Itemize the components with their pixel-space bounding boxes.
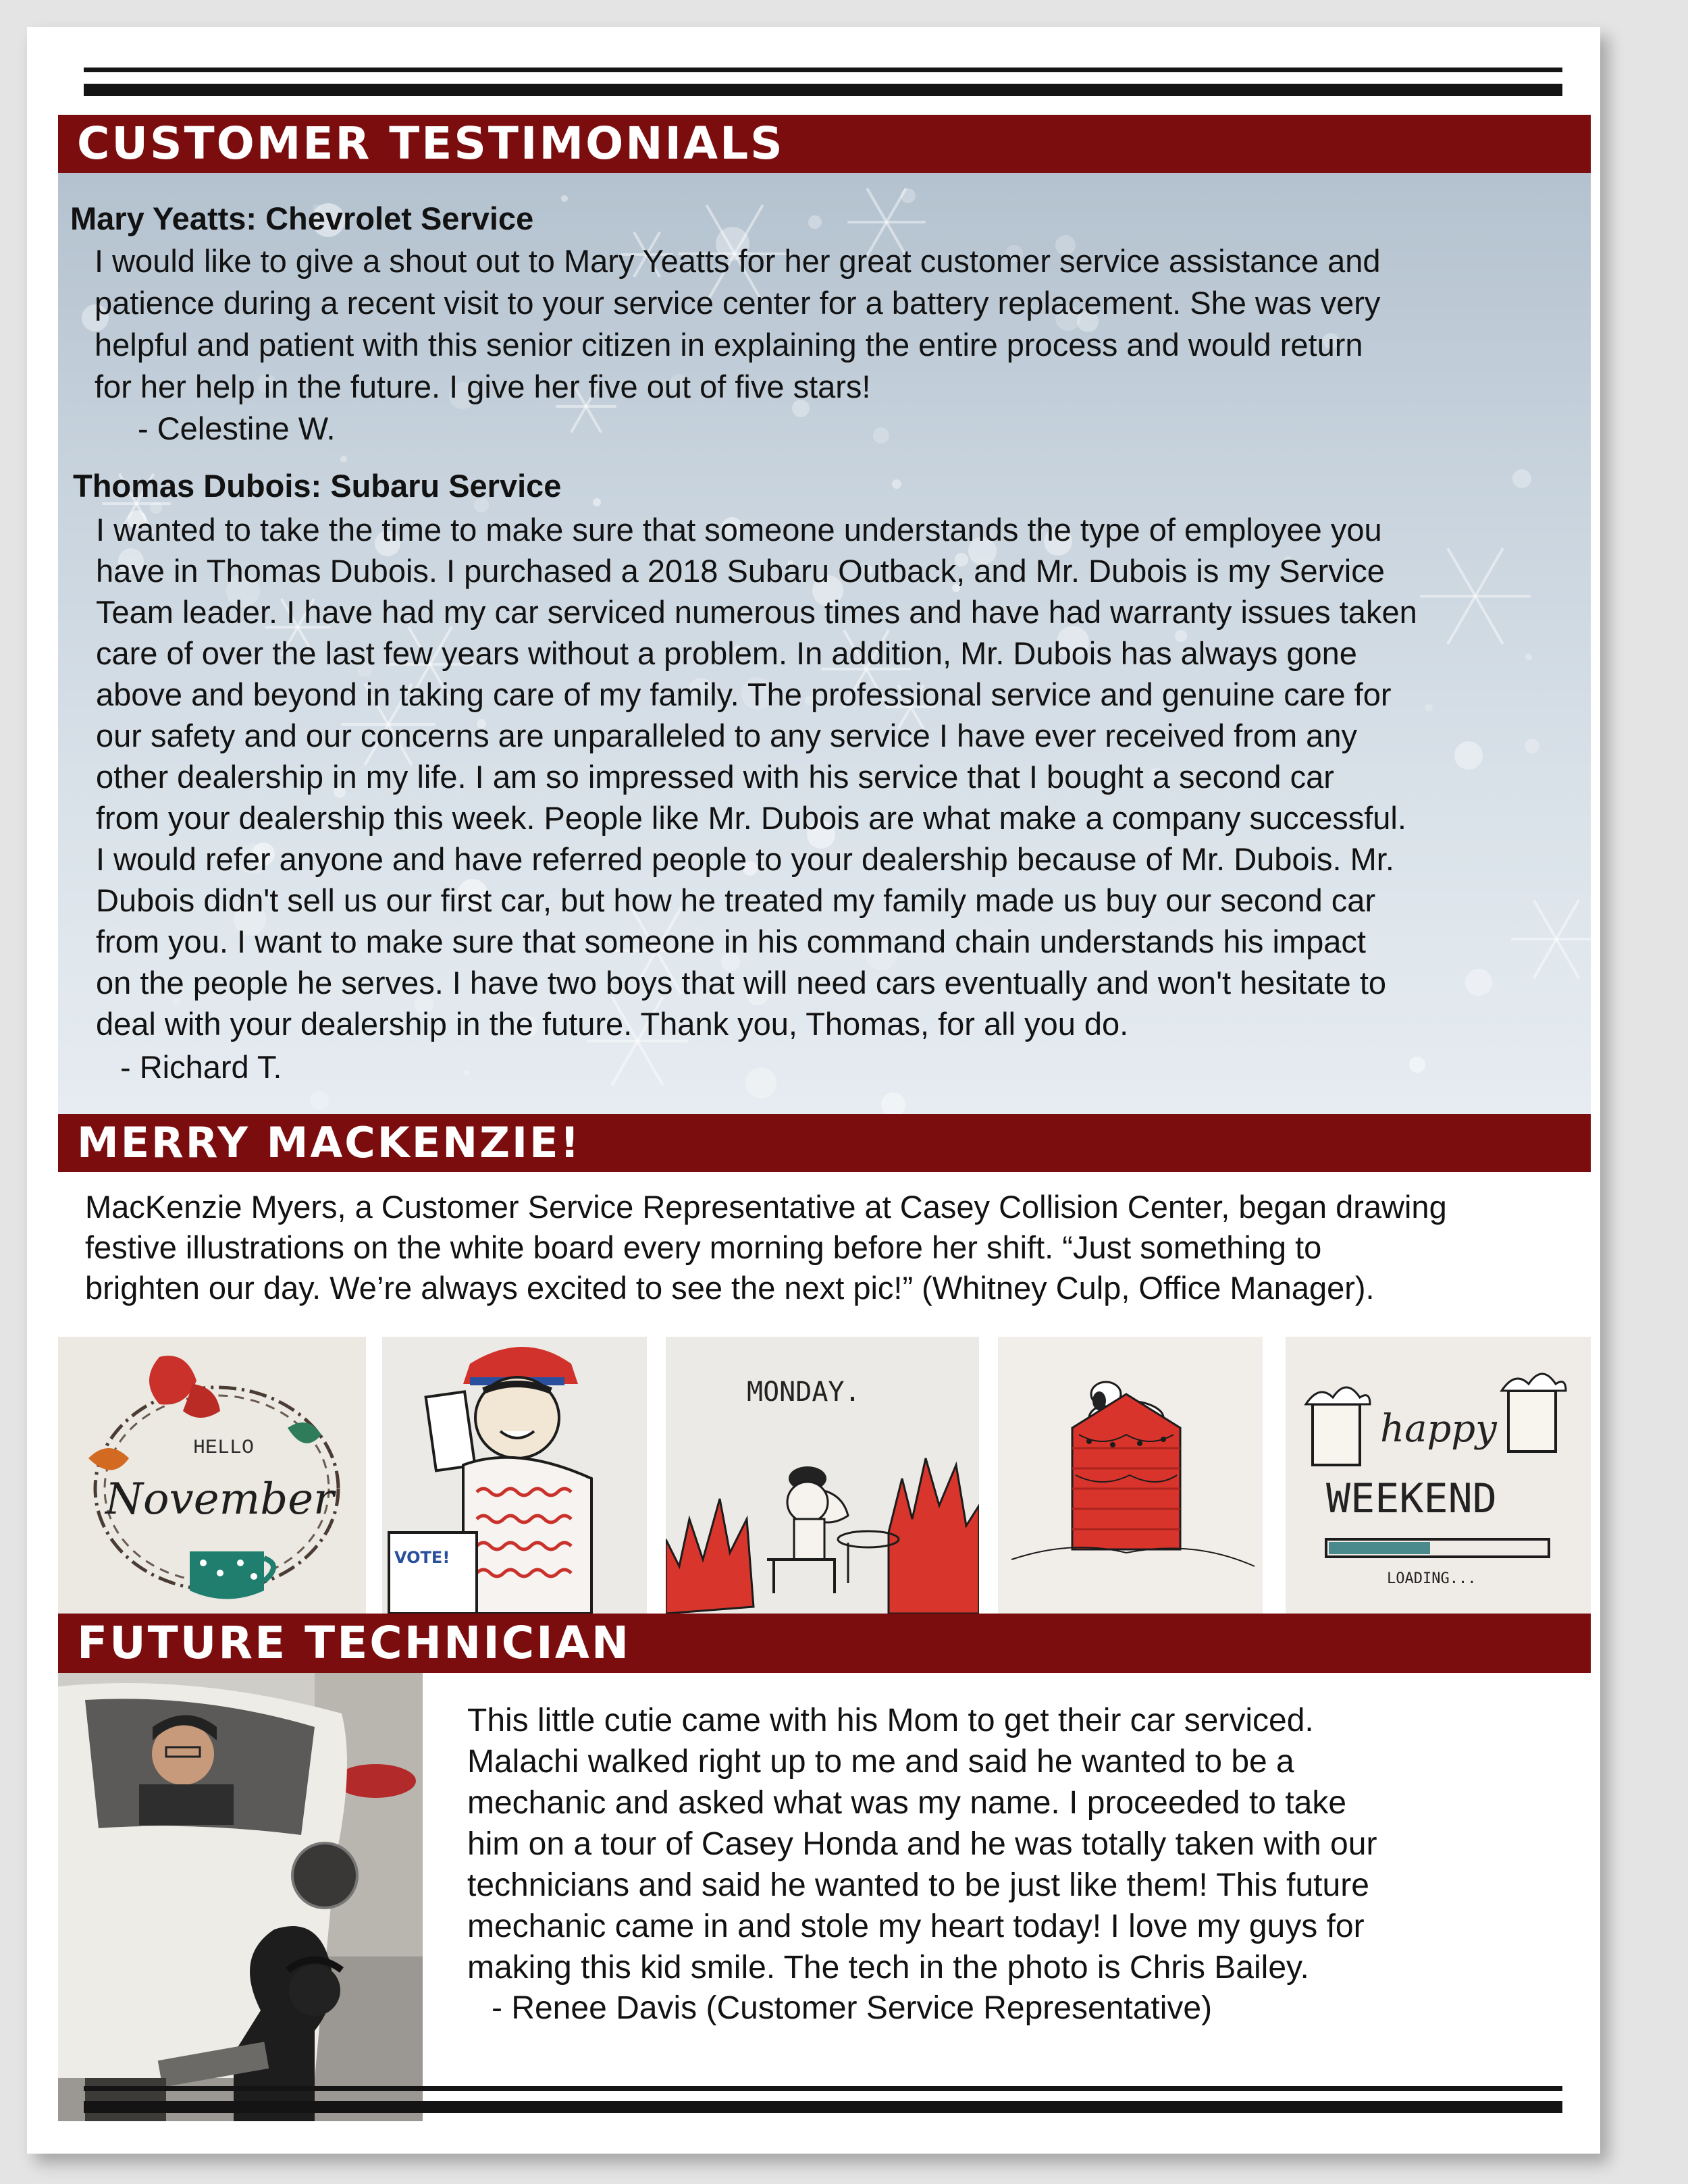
drawing-word: WEEKEND <box>1326 1475 1497 1522</box>
snow-dot <box>1512 469 1531 488</box>
drawing-word: MONDAY. <box>747 1377 861 1408</box>
snow-dot <box>464 1070 469 1075</box>
testimonial-heading: Thomas Dubois: Subaru Service <box>73 468 562 504</box>
snow-dot <box>808 215 822 229</box>
text-line: have in Thomas Dubois. I purchased a 2018 Subaru Outback, and Mr. Dubois is my Service <box>96 553 1385 589</box>
text-line: I would like to give a shout out to Mary Yeatts for her great customer service assistance and <box>95 243 1381 279</box>
snow-dot <box>1454 741 1483 770</box>
bottom-rule-thin <box>84 2086 1562 2091</box>
text-line: MacKenzie Myers, a Customer Service Representative at Casey Collision Center, began drawing <box>85 1189 1447 1225</box>
section-title-merry-mackenzie: MERRY MACKENZIE! <box>58 1114 1591 1172</box>
testimonial-signature: - Richard T. <box>120 1049 282 1085</box>
snow-dot <box>873 427 889 444</box>
drawing-november <box>58 1337 366 1614</box>
snow-dot <box>1525 739 1539 753</box>
snowflake-icon <box>1420 548 1531 644</box>
drawing-word: happy <box>1380 1407 1497 1451</box>
text-line: above and beyond in taking care of my family. The professional service and genuine care for <box>96 676 1392 712</box>
text-line: Team leader. I have had my car serviced numerous times and have had warranty issues taken <box>96 594 1417 630</box>
snow-dot <box>745 1067 776 1098</box>
testimonial-heading: Mary Yeatts: Chevrolet Service <box>70 201 534 236</box>
drawing-word: LOADING... <box>1387 1570 1477 1587</box>
text-line: patience during a recent visit to your service center for a battery replacement. She was very <box>95 285 1381 321</box>
drawing-word: November <box>105 1474 334 1524</box>
text-line: him on a tour of Casey Honda and he was totally taken with our <box>467 1826 1377 1862</box>
snowflake-icon <box>1511 900 1591 978</box>
bottom-rule-thick <box>84 2101 1562 2113</box>
text-line: brighten our day. We’re always excited to see the next pic!” (Whitney Culp, Office Manager). <box>85 1270 1375 1306</box>
drawing-vote <box>382 1337 647 1614</box>
top-rule-thick <box>84 84 1562 96</box>
drawing-happy-weekend <box>1286 1337 1591 1614</box>
text-line: our safety and our concerns are unparalleled to any service I have ever received from any <box>96 718 1357 753</box>
snow-dot <box>310 1091 329 1110</box>
text-line: other dealership in my life. I am so impressed with his service that I bought a second car <box>96 759 1334 795</box>
text-line: This little cutie came with his Mom to get their car serviced. <box>467 1703 1314 1738</box>
drawing-word: VOTE! <box>394 1548 450 1567</box>
drawing-snoopy-doghouse <box>998 1337 1263 1614</box>
text-line: mechanic and asked what was my name. I proceeded to take <box>467 1785 1347 1821</box>
snow-dot <box>340 456 347 462</box>
top-rule-thin <box>84 68 1562 72</box>
testimonial-signature: - Celestine W. <box>138 410 336 446</box>
text-line: care of over the last few years without a problem. In addition, Mr. Dubois has always gone <box>96 635 1357 671</box>
testimonial-body <box>95 240 1381 408</box>
technician-child-photo <box>58 1673 423 2121</box>
snow-dot <box>1465 969 1492 996</box>
snow-dot <box>1409 1057 1425 1073</box>
snow-dot <box>892 479 901 489</box>
text-line: from your dealership this week. People like Mr. Dubois are what make a company successful. <box>96 800 1406 836</box>
text-line: I would refer anyone and have referred people to your dealership because of Mr. Dubois. Mr. <box>96 841 1394 877</box>
future-signature: - Renee Davis (Customer Service Representative) <box>492 1990 1213 2026</box>
text-line: from you. I want to make sure that someone in his command chain understands his impact <box>96 924 1366 959</box>
snow-dot <box>561 195 568 202</box>
text-line: Malachi walked right up to me and said he wanted to be a <box>467 1744 1294 1780</box>
text-line: festive illustrations on the white board every morning before her shift. “Just something to <box>85 1229 1322 1265</box>
text-line: deal with your dealership in the future. Thank you, Thomas, for all you do. <box>96 1006 1129 1042</box>
drawing-monday <box>666 1337 979 1614</box>
text-line: technicians and said he wanted to be just like them! This future <box>467 1867 1369 1903</box>
snow-dot <box>1425 703 1433 712</box>
section-title-testimonials: CUSTOMER TESTIMONIALS <box>58 115 1591 173</box>
text-line: helpful and patient with this senior citizen in explaining the entire process and would return <box>95 327 1363 363</box>
text-line: for her help in the future. I give her five out of five stars! <box>95 369 871 404</box>
testimonial-body <box>96 509 1417 1044</box>
snow-dot <box>593 498 601 506</box>
text-line: on the people he serves. I have two boys that will need cars eventually and won't hesitate to <box>96 965 1387 1001</box>
section-title-future-technician: FUTURE TECHNICIAN <box>58 1614 1591 1673</box>
text-line: making this kid smile. The tech in the photo is Chris Bailey. <box>467 1950 1309 1986</box>
text-line: I wanted to take the time to make sure that someone understands the type of employee you <box>96 512 1382 548</box>
merry-paragraph <box>85 1187 1447 1308</box>
text-line: mechanic came in and stole my heart today! I love my guys for <box>467 1909 1365 1944</box>
snow-dot <box>881 1092 905 1114</box>
snow-dot <box>1525 654 1532 660</box>
drawing-word: HELLO <box>193 1437 255 1460</box>
future-paragraph <box>467 1700 1377 1988</box>
text-line: Dubois didn't sell us our first car, but how he treated my family made us buy our second car <box>96 882 1376 918</box>
